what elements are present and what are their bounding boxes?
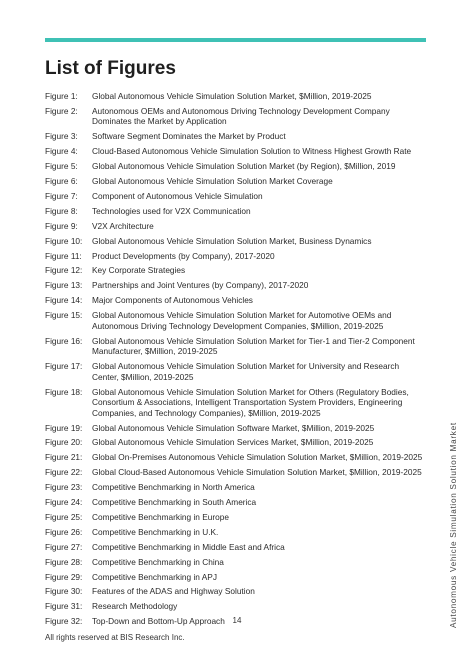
page-number: 14	[232, 616, 242, 625]
figure-entry	[45, 206, 427, 217]
figure-caption: Top-Down and Bottom-Up Approach	[92, 616, 225, 627]
figure-number: Figure 20:	[45, 437, 83, 448]
figure-number: Figure 18:	[45, 386, 83, 397]
figure-entry	[45, 131, 427, 142]
figure-number: Figure 7:	[45, 190, 78, 201]
figure-caption: Global Autonomous Vehicle Simulation Software Market, $Million, 2019-2025	[92, 422, 375, 433]
figure-entry	[45, 467, 427, 478]
figure-number: Figure 4:	[45, 146, 78, 157]
figure-entry	[45, 310, 427, 331]
figure-caption: Features of the ADAS and Highway Solution	[92, 586, 255, 597]
figure-number: Figure 8:	[45, 205, 78, 216]
figure-entry	[45, 527, 427, 538]
figure-entry	[45, 361, 427, 382]
figure-caption: Competitive Benchmarking in North America	[92, 482, 255, 493]
figure-entry	[45, 280, 427, 291]
figure-number: Figure 6:	[45, 176, 78, 187]
figure-number: Figure 27:	[45, 541, 83, 552]
figure-caption: Global Autonomous Vehicle Simulation Solution Market, Business Dynamics	[92, 235, 372, 246]
figure-number: Figure 10:	[45, 235, 83, 246]
figure-caption: Technologies used for V2X Communication	[92, 205, 251, 216]
figure-caption: Partnerships and Joint Ventures (by Company), 2017-2020	[92, 280, 309, 291]
header-rule	[45, 38, 426, 42]
figure-caption: Competitive Benchmarking in Europe	[92, 511, 229, 522]
figure-entry	[45, 512, 427, 523]
figure-entry	[45, 146, 427, 157]
figure-number: Figure 2:	[45, 105, 78, 116]
figure-caption: Key Corporate Strategies	[92, 265, 186, 276]
figure-number: Figure 11:	[45, 250, 82, 261]
figure-caption: Autonomous OEMs and Autonomous Driving Technology Development Company Dominates the Market by Application	[92, 105, 390, 127]
figure-caption: Global Autonomous Vehicle Simulation Services Market, $Million, 2019-2025	[92, 437, 374, 448]
side-report-title: Autonomous Vehicle Simulation Solution Market	[449, 422, 458, 628]
figure-number: Figure 14:	[45, 295, 83, 306]
figure-number: Figure 22:	[45, 467, 83, 478]
figure-entry	[45, 191, 427, 202]
figure-caption: Global Autonomous Vehicle Simulation Solution Market for Automotive OEMs and Autonomous Driving Technology Development Companies, $Million, 2019-2025	[92, 310, 392, 331]
figure-number: Figure 15:	[45, 310, 83, 321]
figure-caption: Cloud-Based Autonomous Vehicle Simulation Solution to Witness Highest Growth Rate	[92, 146, 412, 157]
figure-number: Figure 1:	[45, 91, 78, 101]
page-title: List of Figures	[45, 58, 176, 79]
figure-entry	[45, 106, 427, 127]
figure-entry	[45, 423, 427, 434]
figure-caption: Product Developments (by Company), 2017-2020	[92, 250, 275, 261]
figure-number: Figure 13:	[45, 280, 83, 291]
figure-caption: Global Autonomous Vehicle Simulation Solution Market for Others (Regulatory Bodies, Consortium & Associations, Intelligent Transportation System Providers, Engineering Companies, and Technology Companies), $Million, 2019-2025	[92, 386, 409, 418]
figure-number: Figure 31:	[45, 601, 83, 612]
figure-caption: Global Autonomous Vehicle Simulation Solution Market, $Million, 2019-2025	[92, 91, 372, 101]
figure-number: Figure 25:	[45, 511, 83, 522]
figure-entry	[45, 251, 427, 262]
figure-entry	[45, 601, 427, 612]
figure-entry	[45, 236, 427, 247]
figure-entry	[45, 161, 427, 172]
figure-number: Figure 28:	[45, 556, 83, 567]
figure-entry	[45, 452, 427, 463]
figure-caption: V2X Architecture	[92, 220, 154, 231]
figure-entry	[45, 437, 427, 448]
figure-caption: Competitive Benchmarking in China	[92, 556, 224, 567]
figure-caption: Software Segment Dominates the Market by Product	[92, 131, 286, 142]
figure-number: Figure 3:	[45, 131, 78, 142]
figure-number: Figure 30:	[45, 586, 83, 597]
figure-number: Figure 23:	[45, 482, 83, 493]
footer-copyright: All rights reserved at BIS Research Inc.	[45, 633, 185, 642]
figure-caption: Research Methodology	[92, 601, 178, 612]
figure-number: Figure 5:	[45, 161, 78, 172]
figure-caption: Competitive Benchmarking in South America	[92, 497, 257, 508]
figure-caption: Global Cloud-Based Autonomous Vehicle Simulation Solution Market, $Million, 2019-2025	[92, 467, 422, 478]
figure-entry	[45, 295, 427, 306]
figure-number: Figure 21:	[45, 452, 83, 463]
figure-number: Figure 16:	[45, 335, 83, 346]
figure-caption: Competitive Benchmarking in APJ	[92, 571, 217, 582]
figure-caption: Global Autonomous Vehicle Simulation Solution Market for Tier-1 and Tier-2 Component Manufacturer, $Million, 2019-2025	[92, 335, 415, 357]
figure-entry	[45, 572, 427, 583]
figure-caption: Global On-Premises Autonomous Vehicle Simulation Solution Market, $Million, 2019-2025	[92, 452, 423, 463]
figure-list	[45, 91, 427, 631]
figure-entry	[45, 221, 427, 232]
figure-caption: Global Autonomous Vehicle Simulation Solution Market for University and Research Center, $Million, 2019-2025	[92, 361, 400, 382]
figure-caption: Competitive Benchmarking in U.K.	[92, 526, 219, 537]
figure-number: Figure 32:	[45, 616, 83, 627]
figure-entry	[45, 387, 427, 419]
figure-caption: Global Autonomous Vehicle Simulation Solution Market (by Region), $Million, 2019	[92, 161, 396, 172]
figure-entry	[45, 336, 427, 357]
figure-caption: Component of Autonomous Vehicle Simulation	[92, 190, 263, 201]
figure-number: Figure 17:	[45, 361, 83, 372]
figure-caption: Global Autonomous Vehicle Simulation Solution Market Coverage	[92, 176, 333, 187]
figure-entry	[45, 542, 427, 553]
figure-entry	[45, 482, 427, 493]
figure-caption: Major Components of Autonomous Vehicles	[92, 295, 253, 306]
figure-entry	[45, 497, 427, 508]
figure-entry	[45, 586, 427, 597]
figure-entry	[45, 91, 427, 102]
figure-caption: Competitive Benchmarking in Middle East and Africa	[92, 541, 285, 552]
figure-number: Figure 24:	[45, 497, 83, 508]
figure-number: Figure 29:	[45, 571, 83, 582]
figure-number: Figure 26:	[45, 526, 83, 537]
figure-entry	[45, 557, 427, 568]
figure-number: Figure 9:	[45, 220, 78, 231]
figure-number: Figure 19:	[45, 422, 83, 433]
figure-entry	[45, 265, 427, 276]
figure-entry	[45, 176, 427, 187]
figure-number: Figure 12:	[45, 265, 83, 276]
